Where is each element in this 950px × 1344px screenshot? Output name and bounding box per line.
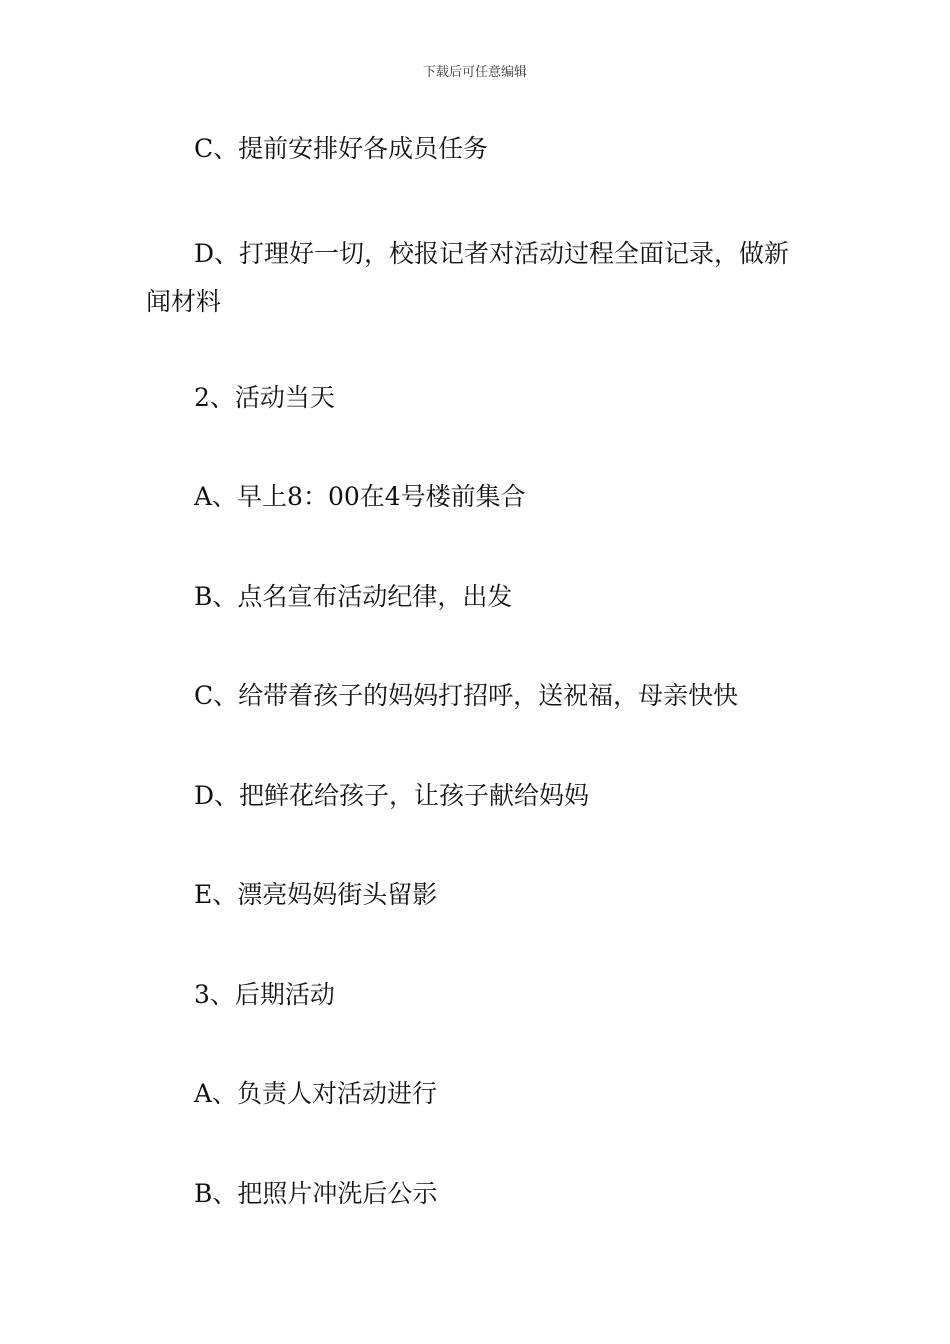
- paragraph-section-3: 3、后期活动: [194, 980, 335, 1009]
- paragraph-b-rollcall: B、点名宣布活动纪律，出发: [194, 582, 513, 611]
- paragraph-a-gather: A、早上8：00在4号楼前集合: [194, 482, 526, 511]
- paragraph-b-publish: B、把照片冲洗后公示: [194, 1179, 438, 1208]
- paragraph-c-assign-tasks: C、提前安排好各成员任务: [194, 134, 489, 163]
- paragraph-section-2: 2、活动当天: [194, 383, 335, 412]
- paragraph-c-greet: C、给带着孩子的妈妈打招呼，送祝福，母亲快快: [194, 681, 739, 710]
- paragraph-d-flowers: D、把鲜花给孩子，让孩子献给妈妈: [194, 781, 590, 810]
- paragraph-a-review: A、负责人对活动进行: [194, 1079, 438, 1108]
- paragraph-d-record: D、打理好一切，校报记者对活动过程全面记录，做新闻材料: [146, 239, 790, 316]
- paragraph-e-photo: E、漂亮妈妈街头留影: [194, 880, 438, 909]
- page-header: 下载后可任意编辑: [422, 65, 527, 80]
